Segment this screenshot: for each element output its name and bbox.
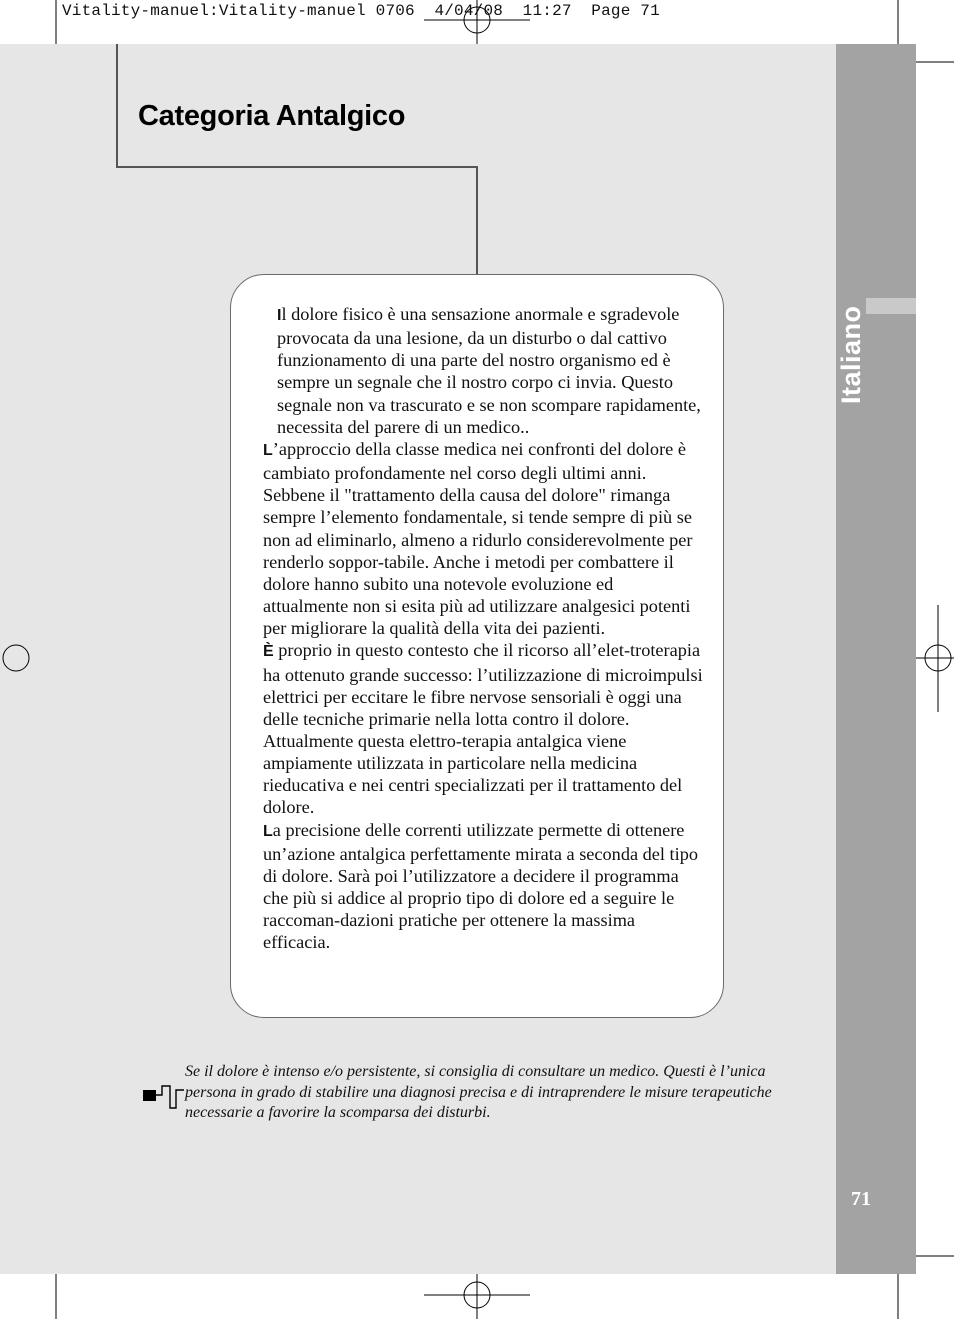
paragraph-1-initial: I (277, 307, 282, 324)
paragraph-4 (263, 819, 703, 954)
page-number: 71 (851, 1188, 871, 1210)
paragraph-4-text: a precisione delle correnti utilizzate permette di ottenere un’azione antalgica perfettamente mirata a seconda del tipo di dolore. Sarà poi l’utilizzatore a decidere il programma che più si addice al proprio tipo di dolore ed a seguire le raccoman-dazioni pratiche per ottenere la massima efficacia. (263, 819, 698, 953)
language-tab (832, 290, 872, 410)
page-title: Categoria Antalgico (138, 100, 406, 132)
paragraph-3-initial: È (263, 643, 274, 661)
paragraph-3 (263, 639, 703, 818)
paragraph-2-initial: L (263, 441, 273, 459)
note-text: Se il dolore è intenso e/o persistente, si consiglia di consultare un medico. Questi è l’unica persona in grado di stabilire una diagnosi precisa e di intraprendere le misure terapeutiche necessarie a favorire la scomparsa dei disturbi. (185, 1063, 772, 1121)
frame-line-bottom (116, 166, 478, 168)
paragraph-3-text: proprio in questo contesto che il ricorso all’elet-troterapia ha ottenuto grande successo: l’utilizzazione di microimpulsi elettrici per eccitare le fibre nervose sensoriali è oggi una delle tecniche primarie nella lotta contro il dolore. Attualmente questa elettro-terapia antalgica viene ampiamente utilizzata in particolare nella medicina rieducativa e nei centri specializzati per il trattamento del dolore. (263, 640, 703, 818)
frame-line-connector (476, 166, 478, 276)
frame-line-left (116, 44, 118, 168)
paragraph-4-initial: L (263, 822, 273, 840)
plug-icon (140, 1078, 184, 1112)
paragraph-1 (263, 303, 703, 438)
paragraph-1-text: l dolore fisico è una sensazione anormale e sgradevole provocata da una lesione, da un disturbo o dal cattivo funzionamento di una parte del nostro organismo ed è sempre un segnale che il nostro corpo ci invia. Questo segnale non va trascurato e se non scompare rapidamente, necessita del parere di un medico.. (277, 304, 701, 437)
paragraph-2 (263, 438, 703, 639)
language-tab-label: Italiano (836, 305, 866, 404)
body-text (263, 303, 703, 954)
paragraph-2-text: ’approccio della classe medica nei confronti del dolore è cambiato profondamente nel corso degli ultimi anni. Sebbene il "trattamento della causa del dolore" rimanga sempre l’elemento fondamentale, si tende sempre di più se non ad eliminarlo, almeno a ridurlo considerevolmente per renderlo soppor-tabile. Anche i metodi per combattere il dolore hanno subito una notevole evoluzione ed attualmente non si esita più ad utilizzare analgesici potenti per migliorare la qualità della vita dei pazienti. (263, 438, 693, 639)
print-slug: Vitality-manuel:Vitality-manuel 0706 4/04/08 11:27 Page 71 (62, 2, 660, 20)
